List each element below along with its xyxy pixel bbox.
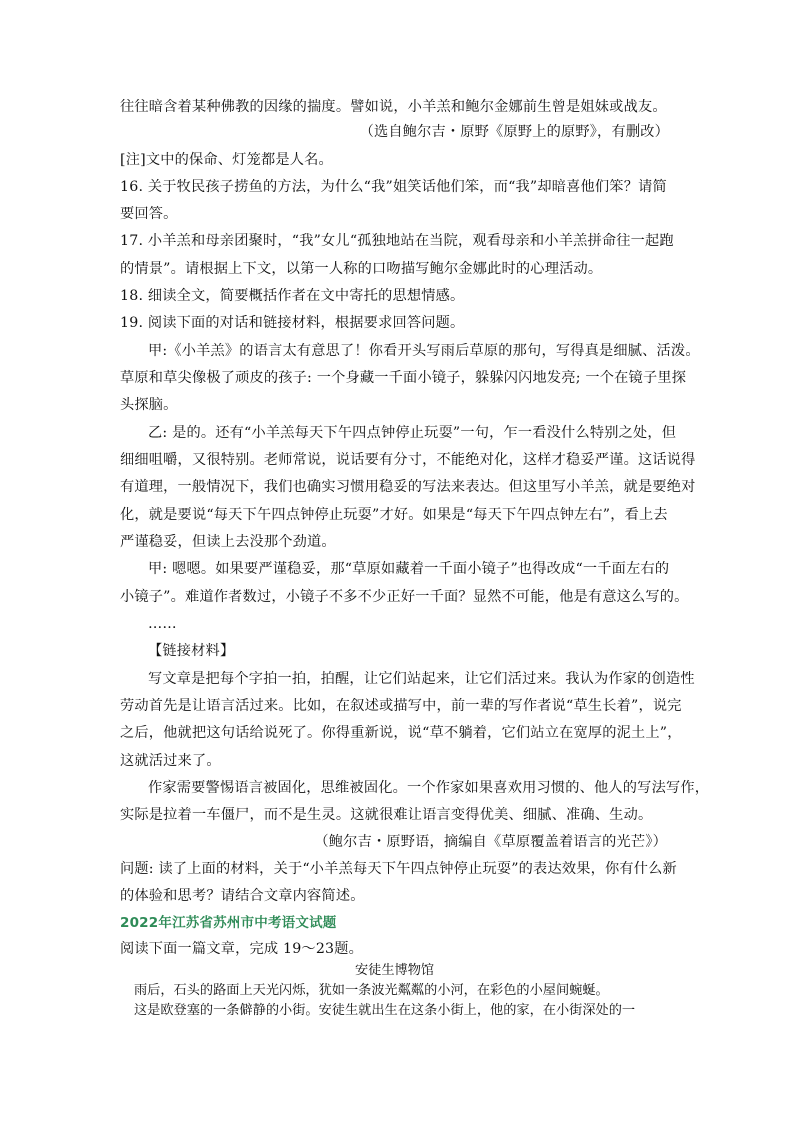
link-paragraph-1-line-1: 写文章是把每个字拍一拍，拍醒，让它们站起来，让它们活过来。我认为作家的创造性	[148, 671, 695, 687]
link-material-title: 【链接材料】	[148, 643, 235, 659]
question-16-line-2: 要回答。	[120, 206, 178, 222]
link-paragraph-2-line-1: 作家需要警惕语言被固化，思维被固化。一个作家如果喜欢用习惯的、他人的写法写作，	[148, 780, 710, 796]
dialogue-ellipsis: ……	[148, 616, 177, 632]
link-paragraph-1-line-3: 之后，他就把这句话给说死了。你得重新说，说“草不躺着，它们站立在宽厚的泥土上”，	[120, 725, 682, 741]
question-line-1: 问题: 读了上面的材料，关于“小羊羔每天下午四点钟停止玩耍”的表达效果，你有什么新	[120, 861, 677, 877]
source-citation-1: （选自鲍尔吉・原野《原野上的原野》，有删改）	[359, 124, 669, 140]
dialogue-jia-1-line-2: 草原和草尖像极了顽皮的孩子: 一个身藏一千面小镜子，躲躲闪闪地发亮; 一个在镜子里探	[120, 370, 687, 386]
article-paragraph-2: 这是欧登塞的一条僻静的小街。安徒生就出生在这条小街上，他的家，在小街深处的一	[134, 1003, 636, 1018]
article-paragraph-1: 雨后，石头的路面上天光闪烁，犹如一条波光粼粼的小河，在彩色的小屋间蜿蜒。	[134, 983, 609, 998]
dialogue-yi-line-1: 乙: 是的。还有“小羊羔每天下午四点钟停止玩耍”一句，乍一看没什么特别之处，但	[148, 425, 677, 441]
link-paragraph-2-line-2: 实际是拉着一车僵尸，而不是生灵。这就很难让语言变得优美、细腻、准确、生动。	[120, 807, 653, 823]
dialogue-yi-line-5: 严谨稳妥，但读上去没那个劲道。	[120, 534, 336, 550]
dialogue-jia-2-line-2: 小镜子”。难道作者数过，小镜子不多不少正好一千面？显然不可能，他是有意这么写的。	[120, 589, 689, 605]
link-paragraph-1-line-4: 这就活过来了。	[120, 753, 221, 769]
question-line-2: 的体验和思考？请结合文章内容简述。	[120, 888, 365, 904]
dialogue-jia-2-line-1: 甲: 嗯嗯。如果要严谨稳妥，那“草原如藏着一千面小镜子”也得改成“一千面左右的	[148, 561, 670, 577]
dialogue-yi-line-3: 有道理，一般情况下，我们也确实习惯用稳妥的写法来表达。但这里写小羊羔，就是要绝对	[120, 479, 696, 495]
reading-instruction: 阅读下面一篇文章，完成 19～23题。	[120, 941, 364, 957]
question-16-line-1: 16. 关于牧民孩子捞鱼的方法，为什么“我”姐笑话他们笨，而“我”却暗喜他们笨？请简	[120, 179, 667, 195]
dialogue-jia-1-line-1: 甲:《小羊羔》的语言太有意思了！你看开头写雨后草原的那句，写得真是细腻、活泼。	[148, 343, 700, 359]
link-paragraph-1-line-2: 劳动首先是让语言活过来。比如，在叙述或描写中，前一辈的写作者说“草生长着”，说完	[120, 698, 682, 714]
question-18: 18. 细读全文，简要概括作者在文中寄托的思想情感。	[120, 288, 465, 304]
dialogue-yi-line-2: 细细咀嚼，又很特别。老师常说，说话要有分寸，不能绝对化，这样才稳妥严谨。这话说得	[120, 452, 696, 468]
source-citation-2: （鲍尔吉・原野语，摘编自《草原覆盖着语言的光芒》）	[314, 834, 667, 850]
question-17-line-2: 的情景”。请根据上下文，以第一人称的口吻描写鲍尔金娜此时的心理活动。	[120, 261, 603, 277]
dialogue-yi-line-4: 化，就是要说“每天下午四点钟停止玩耍”才好。如果是“每天下午四点钟左右”，看上去	[120, 507, 668, 523]
dialogue-jia-1-line-3: 头探脑。	[120, 397, 178, 413]
intro-paragraph-end: 往往暗含着某种佛教的因缘的揣度。譬如说，小羊羔和鲍尔金娜前生曾是姐妹或战友。	[120, 99, 667, 115]
question-17-line-1: 17. 小羊羔和母亲团聚时，“我”女儿“孤独地站在当院，观看母亲和小羊羔拼命往一起跑	[120, 233, 674, 249]
section-heading: 2022年江苏省苏州市中考语文试题	[120, 915, 337, 931]
article-title: 安徒生博物馆	[355, 963, 435, 978]
annotation-note: [注]文中的保命、灯笼都是人名。	[120, 152, 333, 168]
question-19: 19. 阅读下面的对话和链接材料，根据要求回答问题。	[120, 315, 465, 331]
